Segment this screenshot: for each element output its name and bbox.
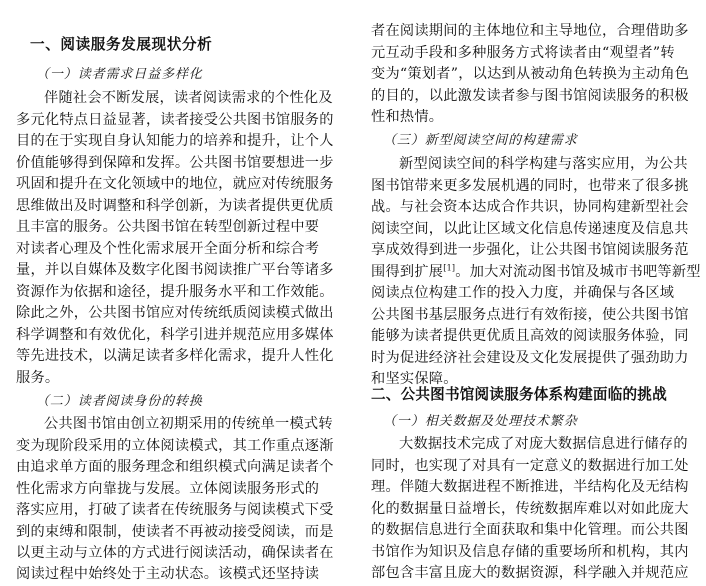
paragraph-line: 享成效得到进一步强化，让公共图书馆阅读服务范 (371, 242, 689, 258)
paragraph-line: 公共图书馆由创立初期采用的传统单一模式转 (44, 416, 333, 432)
paragraph-line: 部包含丰富且庞大的数据资源，科学融入并规范应 (371, 565, 689, 581)
subsection-heading-4: （一）相关数据及处理技术繁杂 (383, 414, 578, 429)
paragraph-line: 变为现阶段采用的立体阅读模式，其工作重点逐渐 (16, 438, 334, 454)
citation-marker: [1] (443, 263, 456, 273)
paragraph-line: 元互动手段和多种服务方式将读者由“观望者”转 (371, 45, 675, 61)
paragraph-line: 资源作为依据和途径，提升服务水平和工作效能。 (16, 284, 334, 300)
paragraph-line: 以更主动与立体的方式进行阅读活动，确保读者在 (16, 545, 334, 561)
paragraph-line: 且丰富的服务。公共图书馆在转型创新过程中要 (16, 219, 320, 235)
subsection-heading-3: （三）新型阅读空间的构建需求 (383, 133, 578, 148)
paragraph-line: 性化需求方向靠拢与发展。立体阅读服务形式的 (16, 481, 320, 497)
paragraph-line: 阅读空间，以此让区域文化信息传递速度及信息共 (371, 221, 689, 237)
paragraph-line: 战。与社会资本达成合作共识，协同构建新型社会 (371, 199, 689, 215)
paragraph-line: 者在阅读期间的主体地位和主导地位，合理借助多 (371, 23, 689, 39)
paragraph-line: 巩固和提升在文化领域中的地位，就应对传统服务 (16, 176, 334, 192)
paragraph-line: 性和热情。 (371, 109, 444, 125)
paragraph-text: 。加大对流动图书馆及城市书吧等新型 (455, 264, 701, 280)
paragraph-line: 和坚实保障。 (371, 371, 458, 387)
paragraph-line: 量，并以自媒体及数字化图书阅读推广平台等诸多 (16, 262, 334, 278)
paragraph-line: 化的数据量日益增长，传统数据库难以对如此庞大 (371, 501, 689, 517)
paragraph-line: 阅读过程中始终处于主动状态。该模式还坚持读 (16, 566, 320, 582)
paragraph-line: 大数据技术完成了对庞大数据信息进行储存的 (399, 436, 688, 452)
subsection-heading-2: （二）读者阅读身份的转换 (36, 394, 203, 409)
paragraph-line: 服务。 (16, 370, 60, 386)
paragraph-line: 思维做出及时调整和科学创新，为读者提供更优质 (16, 198, 334, 214)
paragraph-line: 图书馆带来更多发展机遇的同时，也带来了很多挑 (371, 178, 689, 194)
paragraph-text: 围得到扩展 (371, 264, 444, 280)
subsection-heading-1: （一）读者需求日益多样化 (36, 67, 203, 82)
paragraph-line: 价值能够得到保障和发挥。公共图书馆要想进一步 (16, 155, 334, 171)
paragraph-line: 除此之外，公共图书馆应对传统纸质阅读模式做出 (16, 305, 334, 321)
paragraph-line: 书馆作为知识及信息存储的重要场所和机构，其内 (371, 544, 689, 560)
paragraph-line: 到的束缚和限制，使读者不再被动接受阅读，而是 (16, 524, 334, 540)
paragraph-line: 能够为读者提供更优质且高效的阅读服务体验，同 (371, 328, 689, 344)
paragraph-line: 变为“策划者”，以达到从被动角色转换为主动角色 (371, 66, 690, 82)
section-heading-2: 二、公共图书馆阅读服务体系构建面临的挑战 (371, 386, 667, 403)
paragraph-line: 公共图书基层服务点进行有效衔接，使公共图书馆 (371, 307, 689, 323)
paragraph-line: 新型阅读空间的科学构建与落实应用，为公共 (399, 156, 688, 172)
paragraph-line: 多元化特点日益显著，读者接受公共图书馆服务的 (16, 112, 334, 128)
paragraph-line: 同时，也实现了对具有一定意义的数据进行加工处 (371, 458, 689, 474)
paragraph-line: 伴随社会不断发展，读者阅读需求的个性化及 (44, 90, 333, 106)
paragraph-line: 对读者心理及个性化需求展开全面分析和综合考 (16, 241, 320, 257)
paragraph-line: 的数据信息进行全面获取和集中化管理。而公共图 (371, 522, 689, 538)
paragraph-line: 阅读点位构建工作的投入力度，并确保与各区域 (371, 285, 675, 301)
paragraph-line: 时为促进经济社会建设及文化发展提供了强劲助力 (371, 350, 689, 366)
paragraph-line: 理。伴随大数据进程不断推进，半结构化及无结构 (371, 479, 689, 495)
paragraph-line: 目的在于实现自身认知能力的培养和提升，让个人 (16, 133, 334, 149)
paragraph-line: 由追求单方面的服务理念和组织模式向满足读者个 (16, 459, 334, 475)
paragraph-line: 等先进技术，以满足读者多样化需求，提升人性化 (16, 348, 334, 364)
paragraph-line: 落实应用，打破了读者在传统服务与阅读模式下受 (16, 502, 334, 518)
paragraph-line: 的目的，以此激发读者参与图书馆阅读服务的积极 (371, 88, 689, 104)
paragraph-line: 科学调整和有效优化，科学引进并规范应用多媒体 (16, 327, 334, 343)
section-heading-1: 一、阅读服务发展现状分析 (30, 36, 213, 53)
paragraph-line (371, 261, 701, 283)
